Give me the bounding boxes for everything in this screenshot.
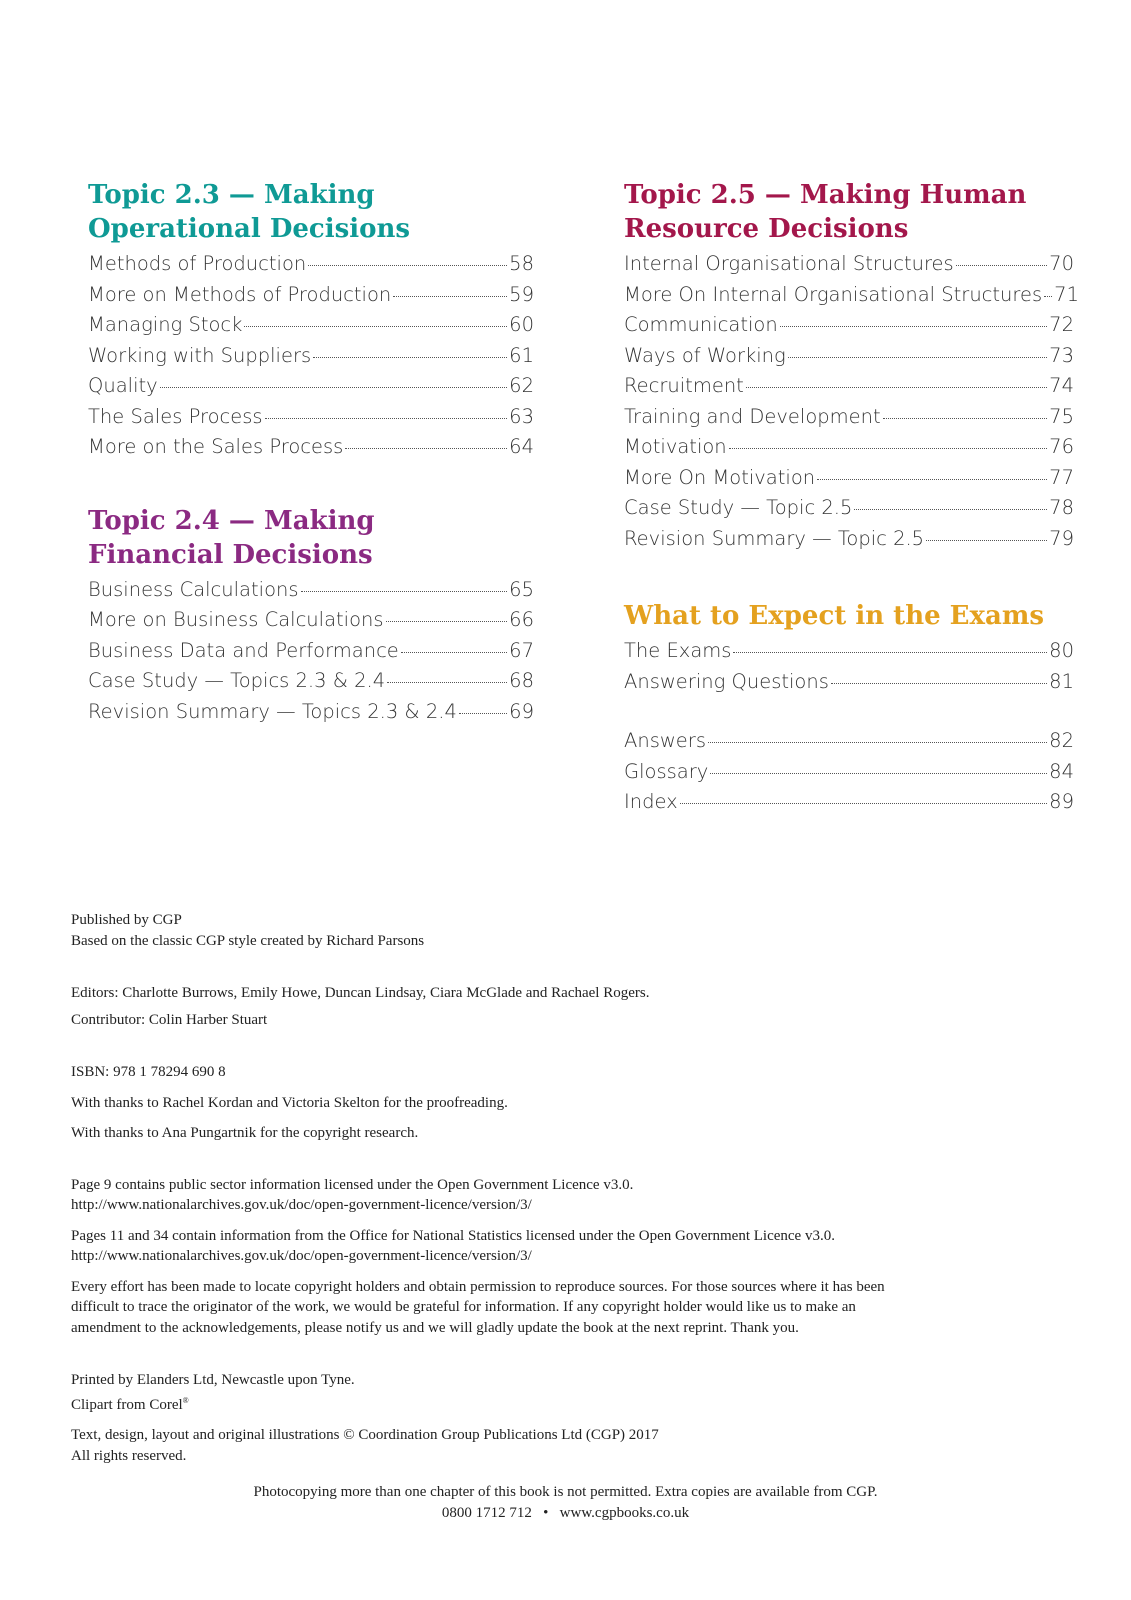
- toc-leader-dots: [308, 265, 507, 266]
- toc-entry-title: The Exams: [624, 639, 732, 662]
- toc-entry[interactable]: [624, 729, 1074, 760]
- toc-entry[interactable]: [624, 466, 1074, 497]
- toc-entry-page: 75: [1049, 404, 1074, 428]
- toc-entry[interactable]: [624, 282, 1079, 314]
- toc-entry[interactable]: [88, 578, 534, 609]
- footer-contact: [0, 1503, 1131, 1524]
- topic-2-3-heading: [88, 178, 534, 246]
- toc-entry-title: Recruitment: [624, 374, 744, 397]
- topic-2-5-heading: [624, 178, 1074, 246]
- licence-1-block: [71, 1175, 1061, 1216]
- toc-entry[interactable]: [88, 669, 534, 700]
- toc-entry-title: The Sales Process: [88, 404, 263, 428]
- exams-list: [624, 639, 1074, 700]
- topic-2-5-heading-line2: Resource Decisions: [624, 214, 909, 244]
- toc-entry-page: 62: [509, 374, 534, 397]
- toc-entry[interactable]: [624, 435, 1074, 466]
- toc-entry-page: 69: [509, 699, 534, 723]
- toc-leader-dots: [265, 418, 508, 419]
- toc-entry-title: More on Methods of Production: [88, 282, 392, 306]
- toc-entry-page: 72: [1049, 313, 1074, 336]
- licence-2-url: http://www.nationalarchives.gov.uk/doc/open-government-licence/version/3/: [71, 1248, 532, 1264]
- toc-entry[interactable]: [624, 313, 1074, 344]
- thanks-proofreading: With thanks to Rachel Kordan and Victoria Skelton for the proofreading.: [71, 1094, 508, 1111]
- editors: Editors: Charlotte Burrows, Emily Howe, Duncan Lindsay, Ciara McGlade and Rachael Rogers.: [71, 985, 650, 1001]
- licence-2-text: Pages 11 and 34 contain information from the Office for National Statistics licensed under the Open Government Licence v3.0.: [71, 1227, 835, 1244]
- toc-entry-title: Internal Organisational Structures: [624, 252, 954, 275]
- footer-phone: 0800 1712 712: [441, 1504, 532, 1521]
- toc-entry-page: 74: [1049, 374, 1074, 397]
- toc-entry-title: Training and Development: [624, 404, 881, 428]
- thanks-copyright: With thanks to Ana Pungartnik for the copyright research.: [71, 1125, 419, 1141]
- toc-entry[interactable]: [88, 344, 534, 375]
- toc-leader-dots: [926, 540, 1047, 541]
- toc-entry[interactable]: [624, 527, 1074, 558]
- toc-entry[interactable]: [624, 252, 1074, 283]
- toc-leader-dots: [729, 448, 1048, 449]
- toc-leader-dots: [301, 591, 508, 592]
- topic-2-3-heading-line2: Operational Decisions: [88, 214, 411, 244]
- toc-entry-title: Case Study — Topic 2.5: [624, 496, 853, 519]
- toc-entry-page: 61: [509, 343, 534, 367]
- imprint: [71, 910, 1061, 1466]
- toc-entry-page: 64: [509, 435, 534, 458]
- copyright-effort-block: [71, 1277, 1061, 1339]
- publisher-block: [71, 910, 1061, 951]
- toc-entry-title: Business Data and Performance: [88, 638, 399, 662]
- toc-entry-title: Index: [624, 790, 678, 813]
- toc-leader-dots: [708, 742, 1047, 743]
- licence-2-block: [71, 1226, 1061, 1267]
- exams-heading-line1: What to Expect in the Exams: [624, 601, 1044, 631]
- toc-entry-page: 78: [1049, 496, 1074, 519]
- toc-entry-page: 60: [509, 313, 534, 336]
- topic-2-3-heading-line1: Topic 2.3 — Making: [88, 180, 375, 210]
- toc-entry-page: 71: [1054, 282, 1079, 306]
- toc-entry[interactable]: [88, 252, 534, 283]
- topic-2-4-heading-line2: Financial Decisions: [88, 539, 373, 570]
- printed-by: Printed by Elanders Ltd, Newcastle upon Tyne.: [71, 1372, 355, 1388]
- topic-2-4-heading: [88, 504, 534, 572]
- toc-entry-page: 89: [1049, 790, 1074, 813]
- toc-entry-title: Motivation: [624, 435, 727, 458]
- topic-2-5-list: [624, 252, 1079, 557]
- footer-website[interactable]: www.cgpbooks.co.uk: [559, 1504, 690, 1521]
- toc-leader-dots: [345, 448, 507, 449]
- toc-entry[interactable]: [88, 435, 534, 466]
- toc-leader-dots: [393, 296, 507, 297]
- toc-entry-page: 67: [509, 638, 534, 662]
- licence-1-text: Page 9 contains public sector information licensed under the Open Government Licence v3.0.: [71, 1176, 634, 1193]
- toc-entry[interactable]: [624, 344, 1074, 375]
- toc-entry-title: Business Calculations: [88, 577, 299, 601]
- toc-entry-title: More on the Sales Process: [88, 435, 344, 458]
- toc-entry-title: Revision Summary — Topic 2.5: [624, 526, 925, 550]
- toc-leader-dots: [956, 265, 1047, 266]
- contributor: Contributor: Colin Harber Stuart: [71, 1011, 268, 1028]
- toc-leader-dots: [387, 682, 507, 683]
- toc-entry[interactable]: [624, 374, 1074, 405]
- toc-entry-page: 77: [1049, 465, 1074, 489]
- toc-entry-page: 63: [509, 404, 534, 428]
- toc-entry[interactable]: [88, 700, 534, 731]
- toc-entry-page: 81: [1049, 669, 1074, 693]
- toc-entry-page: 73: [1049, 343, 1074, 367]
- toc-leader-dots: [733, 652, 1047, 653]
- credits-block: [71, 983, 1061, 1030]
- toc-entry-title: Case Study — Topics 2.3 & 2.4: [88, 669, 386, 692]
- effort-line-1: Every effort has been made to locate copyright holders and obtain permission to reproduce sources. For those sources where it has been: [71, 1278, 885, 1295]
- licence-1-url: http://www.nationalarchives.gov.uk/doc/open-government-licence/version/3/: [71, 1197, 532, 1213]
- toc-entry-title: Communication: [624, 313, 778, 336]
- toc-entry[interactable]: [88, 639, 534, 670]
- published-by: Published by CGP: [71, 912, 182, 928]
- based-on: Based on the classic CGP style created by Richard Parsons: [71, 932, 425, 949]
- topic-2-4-list: [88, 578, 534, 731]
- toc-entry[interactable]: [624, 639, 1074, 670]
- toc-entry-title: Managing Stock: [88, 313, 243, 336]
- topic-2-3-list: [88, 252, 534, 466]
- toc-leader-dots: [780, 326, 1047, 327]
- footer: [0, 1482, 1131, 1523]
- toc-entry-title: Quality: [88, 374, 158, 397]
- toc-leader-dots: [854, 509, 1047, 510]
- toc-left-column: [88, 178, 534, 730]
- toc-entry[interactable]: [624, 405, 1074, 436]
- toc-entry-page: 58: [509, 252, 534, 275]
- toc-entry[interactable]: [624, 670, 1074, 701]
- back-matter-list: [624, 729, 1074, 821]
- toc-leader-dots: [883, 418, 1048, 419]
- toc-entry[interactable]: [88, 374, 534, 405]
- isbn: ISBN: 978 1 78294 690 8: [71, 1064, 226, 1080]
- toc-leader-dots: [788, 357, 1047, 358]
- toc-leader-dots: [680, 803, 1047, 804]
- toc-leader-dots: [831, 683, 1047, 684]
- toc-entry-title: Working with Suppliers: [88, 343, 312, 367]
- effort-line-3: amendment to the acknowledgements, please notify us and we will gladly update the book at the next reprint. Thank you.: [71, 1319, 799, 1336]
- toc-leader-dots: [160, 387, 507, 388]
- toc-entry-page: 66: [509, 608, 534, 631]
- topic-2-5-heading-line1: Topic 2.5 — Making Human: [624, 180, 1027, 210]
- toc-entry[interactable]: [624, 496, 1074, 527]
- toc-leader-dots: [459, 713, 507, 714]
- toc-entry-page: 84: [1049, 759, 1074, 783]
- toc-entry[interactable]: [88, 608, 534, 639]
- toc-entry-title: Ways of Working: [624, 343, 786, 367]
- toc-leader-dots: [1044, 296, 1052, 297]
- copyright: Text, design, layout and original illustrations © Coordination Group Publications Ltd (CGP) 2017: [71, 1427, 659, 1443]
- toc-entry[interactable]: [624, 760, 1074, 791]
- isbn-block: [71, 1062, 1061, 1144]
- toc-entry-title: Answers: [624, 729, 706, 752]
- clipart: Clipart from Corel: [71, 1396, 183, 1413]
- toc-entry-page: 70: [1049, 252, 1074, 275]
- toc-leader-dots: [386, 621, 508, 622]
- toc-entry-title: More On Motivation: [624, 465, 816, 489]
- toc-entry-title: Methods of Production: [88, 252, 307, 275]
- footer-separator: •: [543, 1504, 549, 1521]
- toc-entry-page: 79: [1049, 526, 1074, 550]
- toc-entry[interactable]: [88, 405, 534, 436]
- toc-leader-dots: [817, 479, 1047, 480]
- printer-block: [71, 1370, 1061, 1415]
- toc-leader-dots: [710, 773, 1047, 774]
- footer-photocopy-notice: Photocopying more than one chapter of this book is not permitted. Extra copies are available from CGP.: [253, 1484, 878, 1500]
- registered-mark: ®: [182, 1395, 189, 1405]
- toc-entry-title: Revision Summary — Topics 2.3 & 2.4: [88, 699, 457, 723]
- copyright-block: [71, 1425, 1061, 1466]
- rights: All rights reserved.: [71, 1447, 187, 1464]
- toc-leader-dots: [244, 326, 507, 327]
- exams-heading: [624, 599, 1074, 633]
- toc-entry[interactable]: [88, 283, 534, 314]
- toc-entry-title: Answering Questions: [624, 669, 829, 693]
- toc-entry-title: More On Internal Organisational Structures: [624, 282, 1043, 306]
- toc-leader-dots: [746, 387, 1047, 388]
- toc-leader-dots: [401, 652, 507, 653]
- topic-2-4-heading-line1: Topic 2.4 — Making: [88, 505, 375, 536]
- toc-entry-page: 76: [1049, 435, 1074, 458]
- toc-leader-dots: [313, 357, 507, 358]
- toc-right-column: [624, 178, 1079, 821]
- clipart-line: [71, 1391, 1061, 1416]
- toc-entry-page: 82: [1049, 729, 1074, 752]
- toc-entry-title: Glossary: [624, 759, 709, 783]
- toc-entry-page: 80: [1049, 639, 1074, 662]
- toc-entry-title: More on Business Calculations: [88, 608, 384, 631]
- effort-line-2: difficult to trace the originator of the work, we would be grateful for information. If any copyright holder would like us to make an: [71, 1299, 856, 1315]
- toc-entry-page: 68: [509, 669, 534, 692]
- toc-entry-page: 65: [509, 577, 534, 601]
- toc-entry[interactable]: [624, 790, 1074, 821]
- toc-entry[interactable]: [88, 313, 534, 344]
- toc-entry-page: 59: [509, 282, 534, 306]
